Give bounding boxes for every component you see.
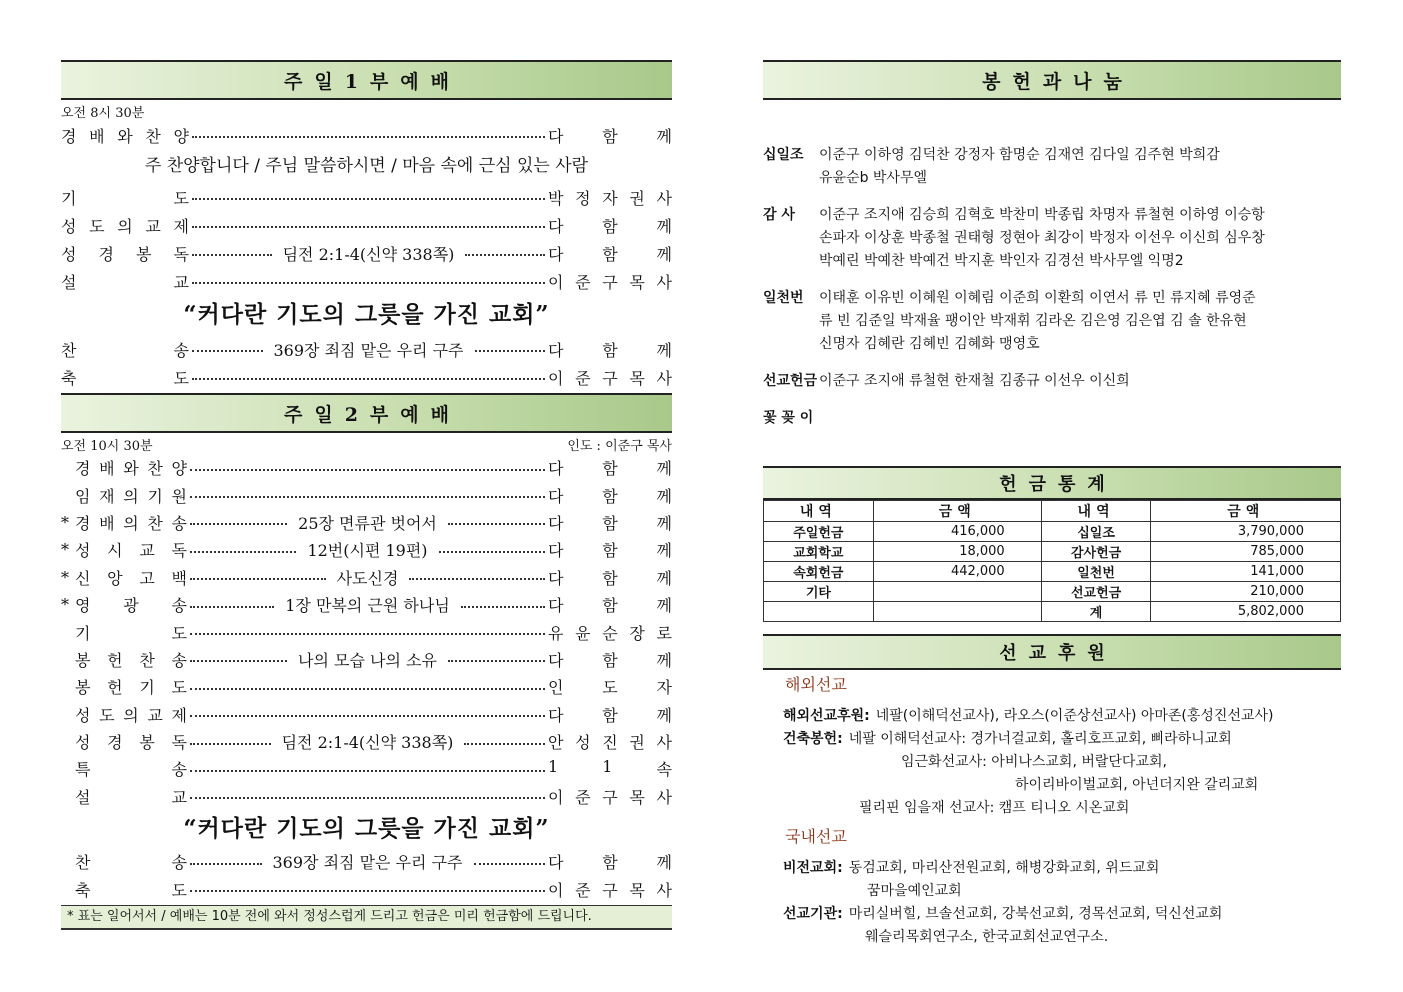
- dot-leader: [475, 350, 546, 352]
- order-row: [61, 618, 672, 645]
- dot-leader: [192, 282, 545, 284]
- order-label: 성 시 교 독: [75, 541, 187, 561]
- standing-mark: *: [61, 512, 69, 532]
- order-label: 찬 송: [75, 853, 187, 873]
- offering-name-line: 류 빈 김준일 박재율 팽이안 박재휘 김라온 김은영 김은엽 김 솔 한유현: [819, 313, 1247, 329]
- left-column: [61, 60, 672, 930]
- stats-column-header: 내역: [1041, 501, 1151, 522]
- domestic-list: [763, 857, 1341, 949]
- order-person: 다 함 께: [548, 853, 672, 873]
- stats-row: [764, 542, 1341, 562]
- mission-line: [763, 774, 1341, 797]
- dot-leader: [190, 743, 271, 745]
- mission-line: [763, 705, 1341, 728]
- offering-names: [819, 287, 1341, 356]
- order-detail: 369장 죄짐 맡은 우리 구주: [272, 853, 463, 873]
- offering-row: [763, 204, 1341, 273]
- stats-item: 선교헌금: [1041, 582, 1151, 602]
- order-row: [61, 755, 672, 782]
- order-label: 성 경 봉 독: [61, 244, 189, 264]
- mission-value: 네팔(이해덕선교사), 라오스(이준상선교사) 아마존(홍성진선교사): [875, 708, 1274, 724]
- order-label: 축 도: [75, 880, 187, 900]
- dot-leader: [439, 551, 545, 553]
- standing-mark: *: [61, 567, 69, 587]
- mission-line: [763, 903, 1341, 926]
- stats-row: [764, 562, 1341, 582]
- order-detail: 딤전 2:1-4(신약 338쪽): [281, 733, 454, 753]
- mission-value: 꿈마을예인교회: [867, 883, 962, 899]
- order-person: 유 윤 순 장 로: [548, 623, 672, 643]
- order-person: 이 준 구 목 사: [548, 272, 672, 292]
- stats-row: [764, 522, 1341, 542]
- stats-amount: 210,000: [1151, 582, 1341, 602]
- order-person: 다 함 께: [548, 596, 673, 616]
- dot-leader: [190, 551, 296, 553]
- mission-header: 선교후원: [763, 634, 1341, 670]
- service2-order-part1: [61, 454, 672, 810]
- mission-section: [763, 672, 1341, 949]
- offering-row: [763, 287, 1341, 356]
- stats-item: 감사헌금: [1041, 542, 1151, 562]
- mission-value: 하이리바이벌교회, 아넌더지완 갈리교회: [1015, 777, 1259, 793]
- order-person: 다 함 께: [548, 340, 672, 360]
- dot-leader: [190, 797, 545, 799]
- order-person: 다 함 께: [548, 459, 672, 479]
- offering-category: 선교헌금: [763, 373, 818, 389]
- service1-header: 주일1부예배: [61, 60, 672, 100]
- stats-amount: [873, 602, 1041, 622]
- order-row: [61, 183, 672, 211]
- offering-row: [763, 144, 1341, 190]
- order-row: [61, 876, 672, 904]
- mission-key: 건축봉헌:: [783, 731, 843, 747]
- dot-leader: [409, 578, 545, 580]
- mission-line: [763, 857, 1341, 880]
- mission-value: 네팔 이해덕선교사: 경가너걸교회, 홀리호프교회, 삐라하니교회: [848, 731, 1232, 747]
- stats-table: [763, 500, 1341, 622]
- stats-amount: 3,790,000: [1151, 522, 1341, 542]
- order-row: [61, 363, 672, 391]
- dot-leader: [448, 523, 545, 525]
- order-detail: 1장 만복의 근원 하나님: [285, 596, 450, 616]
- dot-leader: [474, 863, 546, 865]
- standing-mark: *: [61, 540, 69, 560]
- order-detail: 25장 면류관 벗어서: [298, 513, 437, 533]
- mission-line: [763, 751, 1341, 774]
- stats-column-header: 금액: [873, 501, 1041, 522]
- offering-name-line: 이준구 이하영 김덕찬 강정자 함명순 김재연 김다일 김주현 박희감: [819, 147, 1220, 163]
- order-label: 임 재 의 기 원: [75, 486, 187, 506]
- stats-row: [764, 602, 1341, 622]
- order-row: [61, 646, 672, 673]
- order-row: [61, 591, 672, 618]
- order-person: 다 함 께: [548, 513, 673, 533]
- dot-leader: [190, 496, 545, 498]
- order-person: 다 함 께: [548, 126, 672, 146]
- order-label: 경 배 와 찬 양: [61, 126, 189, 146]
- offering-category: 꽃 꽂 이: [763, 410, 814, 426]
- offering-row: [763, 370, 1341, 393]
- dot-leader: [190, 715, 545, 717]
- order-person: 다 함 께: [548, 650, 672, 670]
- order-detail: 딤전 2:1-4(신약 338쪽): [282, 244, 455, 264]
- offering-name-line: 이준구 조지애 김승희 김혁호 박찬미 박종립 차명자 류철현 이하영 이승항: [819, 207, 1265, 223]
- stats-column-header: 금액: [1151, 501, 1341, 522]
- service2-header: 주일2부예배: [61, 393, 672, 433]
- order-row: [61, 673, 672, 700]
- stats-header: 헌금통계: [763, 466, 1341, 500]
- order-label: 성 도 의 교 제: [61, 216, 189, 236]
- mission-value: 마리실버힐, 브솔선교회, 강북선교회, 경목선교회, 덕신선교회: [848, 906, 1223, 922]
- mission-key: 비전교회:: [783, 860, 843, 876]
- order-label: 성 경 봉 독: [75, 733, 187, 753]
- order-label: 봉 헌 기 도: [75, 678, 187, 698]
- offering-name-line: 이태훈 이유빈 이혜원 이혜림 이준희 이환희 이연서 류 민 류지혜 류영준: [819, 290, 1256, 306]
- dot-leader: [190, 770, 545, 772]
- dot-leader: [192, 378, 545, 380]
- order-detail: 나의 모습 나의 소유: [298, 650, 437, 670]
- offering-name-line: 유윤순b 박사무엘: [819, 170, 928, 186]
- order-person: 다 함 께: [548, 216, 672, 236]
- order-label: 설 교: [61, 272, 189, 292]
- dot-leader: [192, 136, 545, 138]
- stats-amount: 442,000: [873, 562, 1041, 582]
- order-label: 기 도: [75, 623, 187, 643]
- dot-leader: [464, 743, 545, 745]
- stats-item: 기타: [764, 582, 874, 602]
- dot-leader: [465, 254, 545, 256]
- mission-value: 동검교회, 마리산전원교회, 해병강화교회, 위드교회: [848, 860, 1160, 876]
- order-person: 이 준 구 목 사: [548, 368, 672, 388]
- stats-amount: 5,802,000: [1151, 602, 1341, 622]
- offering-name-line: 신명자 김혜란 김혜빈 김혜화 맹영호: [819, 336, 1040, 352]
- stats-amount: 141,000: [1151, 562, 1341, 582]
- order-detail: 사도신경: [336, 568, 399, 588]
- order-row: [61, 783, 672, 810]
- order-row: [61, 267, 672, 295]
- dot-leader: [190, 606, 274, 608]
- dot-leader: [190, 688, 545, 690]
- order-label: 봉 헌 찬 송: [75, 650, 187, 670]
- offering-header: 봉헌과나눔: [763, 60, 1341, 100]
- stats-item: 교회학교: [764, 542, 874, 562]
- service2-leader: 인도 : 이준구 목사: [567, 439, 672, 454]
- service1-sermon-title: “커다란 기도의 그릇을 가진 교회”: [183, 301, 550, 328]
- order-row: [61, 701, 672, 728]
- offering-name-line: 이준구 조지애 류철현 한재철 김종규 이선우 이신희: [819, 373, 1130, 389]
- stats-item: [764, 602, 874, 622]
- service2-time: 오전 10시 30분: [61, 439, 153, 454]
- order-person: 이 준 구 목 사: [548, 880, 672, 900]
- order-person: 다 함 께: [548, 541, 672, 561]
- stats-amount: 416,000: [873, 522, 1041, 542]
- order-person: 다 함 께: [548, 705, 672, 725]
- offering-names: [819, 204, 1341, 273]
- stats-column-header: 내역: [764, 501, 874, 522]
- order-row: [61, 335, 672, 363]
- offering-names: [819, 370, 1341, 393]
- stats-row: [764, 582, 1341, 602]
- dot-leader: [190, 469, 545, 471]
- order-row: [61, 536, 672, 563]
- order-detail: 369장 죄짐 맡은 우리 구주: [273, 340, 464, 360]
- service2-meta: [61, 435, 672, 454]
- stats-amount: [873, 582, 1041, 602]
- dot-leader: [192, 198, 545, 200]
- dot-leader: [192, 254, 272, 256]
- mission-key: 해외선교후원:: [783, 708, 870, 724]
- order-person: 1 1 속: [548, 757, 672, 780]
- offering-name-line: 박예린 박예찬 박예건 박지훈 박인자 김경선 박사무엘 익명2: [819, 253, 1184, 269]
- order-row: [61, 564, 672, 591]
- service2-note: * 표는 일어서서 / 예배는 10분 전에 와서 정성스럽게 드리고 헌금은 미리 헌금함에 드립니다.: [61, 905, 672, 930]
- order-person: 다 함 께: [548, 244, 672, 264]
- service1-order-part2: [61, 335, 672, 391]
- domestic-title: 국내선교: [785, 827, 847, 846]
- order-row: [61, 481, 672, 508]
- right-column: [763, 60, 1341, 945]
- stats-item: 계: [1041, 602, 1151, 622]
- order-row: [61, 509, 672, 536]
- service1-order-part1: [61, 121, 672, 335]
- offering-names: [819, 144, 1341, 190]
- stats-amount: 785,000: [1151, 542, 1341, 562]
- mission-line: [763, 926, 1341, 949]
- offering-category: 십일조: [763, 147, 804, 163]
- order-label: 축 도: [61, 368, 189, 388]
- dot-leader: [190, 660, 287, 662]
- order-label: 기 도: [61, 188, 189, 208]
- order-row: [61, 211, 672, 239]
- service2-sermon-title: “커다란 기도의 그릇을 가진 교회”: [183, 815, 550, 843]
- offering-row: [763, 407, 1341, 427]
- order-person: 인 도 자: [548, 678, 672, 698]
- stats-item: 십일조: [1041, 522, 1151, 542]
- service1-time: 오전 8시 30분: [61, 106, 145, 121]
- offering-list: [763, 144, 1341, 427]
- dot-leader: [190, 523, 287, 525]
- order-label: 신 앙 고 백: [75, 568, 187, 588]
- order-row: [61, 454, 672, 481]
- offering-names: [819, 407, 1341, 427]
- mission-line: [763, 797, 1341, 820]
- offering-category: 일천번: [763, 290, 804, 306]
- dot-leader: [190, 633, 545, 635]
- mission-value: 웨슬리목회연구소, 한국교회선교연구소.: [865, 929, 1109, 945]
- mission-value: 필리핀 임을재 선교사: 캠프 티니오 시온교회: [859, 800, 1130, 816]
- overseas-list: [763, 705, 1341, 820]
- stats-item: 일천번: [1041, 562, 1151, 582]
- order-row: [61, 239, 672, 267]
- order-person: 다 함 께: [548, 486, 672, 506]
- standing-mark: *: [61, 595, 69, 615]
- offering-category: 감 사: [763, 207, 795, 223]
- order-label: 성 도 의 교 제: [75, 705, 187, 725]
- order-person: 안 성 진 권 사: [548, 733, 672, 753]
- order-label: 찬 송: [61, 340, 189, 360]
- dot-leader: [190, 578, 326, 580]
- dot-leader: [448, 660, 545, 662]
- stats-item: 주일헌금: [764, 522, 874, 542]
- mission-line: [763, 880, 1341, 903]
- dot-leader: [192, 350, 263, 352]
- mission-key: 선교기관:: [783, 906, 843, 922]
- order-label: 특 송: [75, 760, 187, 780]
- stats-amount: 18,000: [873, 542, 1041, 562]
- order-person: 박 정 자 권 사: [548, 188, 672, 208]
- order-label: 설 교: [75, 787, 187, 807]
- overseas-title: 해외선교: [785, 675, 847, 694]
- order-row: [61, 121, 672, 149]
- order-label: 영 광 송: [75, 596, 187, 616]
- order-row: [61, 848, 672, 876]
- order-label: 경 배 의 찬 송: [75, 513, 187, 533]
- order-detail: 12번(시편 19편): [307, 541, 428, 561]
- order-row: [61, 728, 672, 755]
- mission-line: [763, 728, 1341, 751]
- order-label: 경 배 와 찬 양: [75, 459, 187, 479]
- service2-order-part2: [61, 848, 672, 903]
- stats-item: 속회헌금: [764, 562, 874, 582]
- stats-header-row: [764, 501, 1341, 522]
- dot-leader: [192, 226, 545, 228]
- service1-songs: 주 찬양합니다 / 주님 말씀하시면 / 마음 속에 근심 있는 사람: [144, 156, 589, 176]
- order-person: 이 준 구 목 사: [548, 787, 672, 807]
- dot-leader: [190, 863, 262, 865]
- mission-value: 임근화선교사: 아비나스교회, 버랄단다교회,: [901, 754, 1167, 770]
- dot-leader: [461, 606, 545, 608]
- offering-name-line: 손파자 이상훈 박종철 권태형 정현아 최강이 박정자 이선우 이신희 심우창: [819, 230, 1265, 246]
- order-person: 다 함 께: [548, 568, 673, 588]
- dot-leader: [190, 890, 545, 892]
